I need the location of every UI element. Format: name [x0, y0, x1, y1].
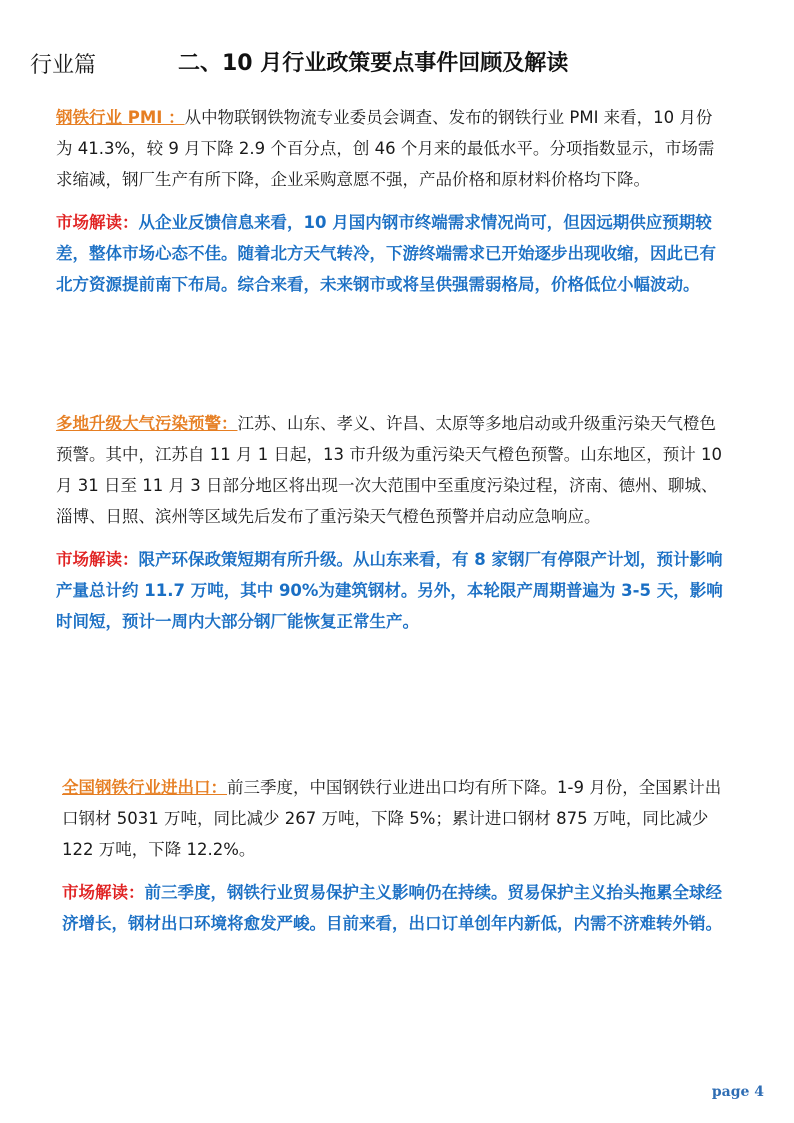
item-term: 钢铁行业 PMI ：: [56, 108, 185, 127]
item-body: 江苏、山东、孝义、许昌、太原等多地启动或升级重污染天气橙色预警。其中，江苏自 11 月 1 日起，13 市升级为重污染天气橙色预警。山东地区，预计 10 月 31 日至 11 月 3 日部分地区将出现一次大范围中至重度污染过程，济南、德州、聊城、淄博、日照、滨州等区域先后发布了重污染天气橙色预警并启动应急响应。: [56, 414, 722, 526]
section-label: 行业篇: [30, 53, 97, 78]
interpretation-text: 限产环保政策短期有所升级。从山东来看，有 8 家钢厂有停限产计划，预计影响产量总计约 11.7 万吨，其中 90%为建筑钢材。另外，本轮限产周期普遍为 3-5 天，影响时间短，预计一周内大部分钢厂能恢复正常生产。: [56, 550, 723, 631]
item-term: 全国钢铁行业进出口：: [62, 778, 227, 797]
item-paragraph: [56, 102, 726, 195]
item-term: 多地升级大气污染预警：: [56, 414, 238, 433]
page-number: page 4: [711, 1084, 764, 1100]
item-paragraph: [56, 408, 726, 532]
item-body: 前三季度，中国钢铁行业进出口均有所下降。1-9 月份，全国累计出口钢材 5031 万吨，同比减少 267 万吨，下降 5%；累计进口钢材 875 万吨，同比减少 122 万吨，下降 12.2%。: [62, 778, 722, 859]
news-item-trade: [62, 772, 726, 939]
interpretation-text: 从企业反馈信息来看，10 月国内钢市终端需求情况尚可，但因远期供应预期较差，整体市场心态不佳。随着北方天气转冷，下游终端需求已开始逐步出现收缩，因此已有北方资源提前南下布局。综合来看，未来钢市或将呈供强需弱格局，价格低位小幅波动。: [56, 213, 716, 294]
interpretation-label: 市场解读：: [56, 213, 139, 232]
interpretation-label: 市场解读：: [62, 883, 145, 902]
news-item-pollution: [56, 408, 726, 637]
interpretation-label: 市场解读：: [56, 550, 139, 569]
item-body: 从中物联钢铁物流专业委员会调查、发布的钢铁行业 PMI 来看，10 月份为 41.3%，较 9 月下降 2.9 个百分点，创 46 个月来的最低水平。分项指数显示，市场需求缩减，钢厂生产有所下降，企业采购意愿不强，产品价格和原材料价格均下降。: [56, 108, 715, 189]
page-header: [30, 42, 770, 82]
market-interpretation: [56, 544, 726, 637]
page-title: 二、10 月行业政策要点事件回顾及解读: [178, 51, 569, 76]
market-interpretation: [56, 207, 726, 300]
interpretation-text: 前三季度，钢铁行业贸易保护主义影响仍在持续。贸易保护主义抬头拖累全球经济增长，钢材出口环境将愈发严峻。目前来看，出口订单创年内新低，内需不济难转外销。: [62, 883, 722, 933]
news-item-pmi: [56, 102, 726, 300]
item-paragraph: [62, 772, 726, 865]
market-interpretation: [62, 877, 726, 939]
